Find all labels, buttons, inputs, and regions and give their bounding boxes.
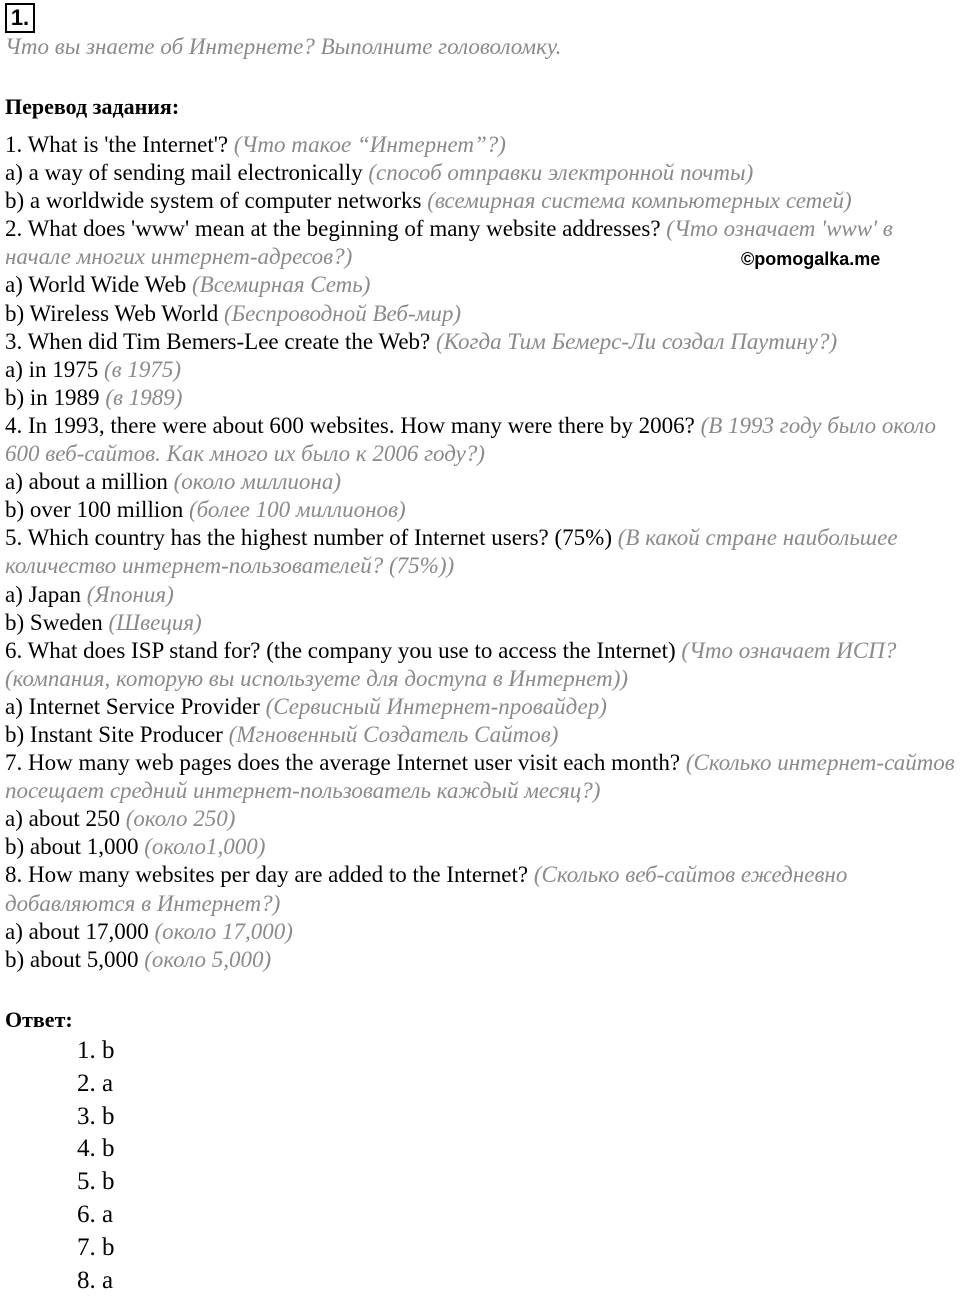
answer-option-line: [5, 833, 960, 861]
answer-item: 3. b: [77, 1102, 115, 1130]
task-number: 1.: [5, 3, 35, 33]
answer-list: [77, 1035, 115, 1297]
question-line: [5, 861, 960, 917]
answer-option-line: [5, 805, 960, 833]
answer-option-line: [5, 187, 960, 215]
russian-translation: (Япония): [86, 581, 174, 607]
question-line: [5, 131, 960, 159]
russian-translation: (около миллиона): [173, 469, 341, 495]
question-line: [5, 412, 960, 468]
english-text: b) Instant Site Producer: [5, 721, 229, 747]
english-text: 7. How many web pages does the average Internet user visit each month?: [5, 750, 686, 776]
russian-translation: (Швеция): [108, 609, 202, 635]
english-text: b) Wireless Web World: [5, 300, 224, 326]
english-text: 8. How many websites per day are added to the Internet?: [5, 862, 534, 888]
english-text: b) Sweden: [5, 609, 109, 635]
answer-item: 4. b: [77, 1135, 115, 1163]
english-text: 4. In 1993, there were about 600 websites. How many were there by 2006?: [5, 412, 701, 438]
task-intro: Что вы знаете об Интернете? Выполните головоломку.: [5, 34, 562, 59]
answer-heading: Ответ:: [5, 1007, 73, 1032]
russian-translation: (около 17,000): [154, 918, 293, 944]
english-text: a) about 250: [5, 806, 126, 832]
russian-translation: (В 1993 году было около 600 веб-сайтов. Как много их было к 2006 году?): [5, 412, 937, 467]
english-text: 5. Which country has the highest number of Internet users? (75%): [5, 525, 618, 551]
answer-option-line: [5, 468, 960, 496]
russian-translation: (всемирная система компьютерных сетей): [427, 188, 852, 214]
english-text: b) in 1989: [5, 384, 106, 410]
english-text: b) about 1,000: [5, 834, 145, 860]
russian-translation: (Мгновенный Создатель Сайтов): [228, 721, 559, 747]
russian-translation: (около1,000): [144, 834, 266, 860]
answer-option-line: [5, 946, 960, 974]
answer-option-line: [5, 693, 960, 721]
english-text: a) World Wide Web: [5, 272, 192, 298]
watermark: ©pomogalka.me: [741, 249, 881, 269]
answer-item: 2. a: [77, 1069, 114, 1097]
english-text: b) over 100 million: [5, 497, 189, 523]
english-text: a) Internet Service Provider: [5, 693, 266, 719]
answer-option-line: [5, 271, 960, 299]
russian-translation: (Сервисный Интернет-провайдер): [265, 693, 607, 719]
answer-item: 1. b: [77, 1037, 115, 1064]
english-text: a) Japan: [5, 581, 87, 607]
russian-translation: (Что означает ИСП? (компания, которую вы используете для доступа в Интернет)): [5, 637, 897, 691]
answer-option-line: [5, 496, 960, 524]
russian-translation: (Всемирная Сеть): [192, 272, 371, 298]
russian-translation: (Сколько веб-сайтов ежедневно добавляются в Интернет?): [5, 862, 848, 916]
russian-translation: (около 250): [125, 806, 236, 832]
english-text: b) a worldwide system of computer networks: [5, 188, 428, 214]
english-text: b) about 5,000: [5, 946, 145, 972]
answer-item: 7. b: [77, 1233, 115, 1261]
russian-translation: (в 1989): [105, 384, 183, 410]
english-text: 6. What does ISP stand for? (the company you use to access the Internet): [5, 637, 682, 663]
answer-option-line: [5, 356, 960, 384]
answer-item: 6. a: [77, 1200, 114, 1228]
answer-option-line: [5, 721, 960, 749]
english-text: a) a way of sending mail electronically: [5, 160, 369, 186]
answer-option-line: [5, 581, 960, 609]
question-line: [5, 749, 960, 805]
english-text: 1. What is 'the Internet'?: [5, 132, 234, 157]
answer-option-line: [5, 159, 960, 187]
answer-option-line: [5, 384, 960, 412]
answer-option-line: [5, 300, 960, 328]
answer-option-line: [5, 609, 960, 637]
question-line: [5, 637, 960, 693]
russian-translation: (Когда Тим Бемерс-Ли создал Паутину?): [435, 328, 838, 354]
russian-translation: (около 5,000): [144, 946, 272, 972]
question-line: [5, 524, 960, 580]
english-text: 2. What does 'www' mean at the beginning of many website addresses?: [5, 216, 667, 242]
question-line: [5, 328, 960, 356]
russian-translation: (Что такое “Интернет”?): [233, 132, 506, 157]
english-text: a) about 17,000: [5, 918, 155, 944]
russian-translation: (более 100 миллионов): [188, 497, 406, 523]
russian-translation: (Беспроводной Веб-мир): [223, 300, 461, 326]
russian-translation: (в 1975): [104, 356, 182, 382]
english-text: a) about a million: [5, 469, 174, 495]
russian-translation: (Сколько интернет-сайтов посещает средний интернет-пользователь каждый месяц?): [5, 750, 955, 804]
russian-translation: (Что означает 'www' в начале многих интернет-адресов?): [5, 216, 893, 270]
translation-heading: Перевод задания:: [5, 94, 180, 119]
answer-option-line: [5, 918, 960, 946]
answer-item: 8. a: [77, 1266, 114, 1294]
russian-translation: (В какой стране наибольшее количество интернет-пользователей? (75%)): [5, 525, 898, 579]
russian-translation: (способ отправки электронной почты): [368, 160, 754, 186]
english-text: a) in 1975: [5, 356, 105, 382]
english-text: 3. When did Tim Bemers-Lee create the Web?: [5, 328, 436, 354]
answer-item: 5. b: [77, 1168, 115, 1196]
